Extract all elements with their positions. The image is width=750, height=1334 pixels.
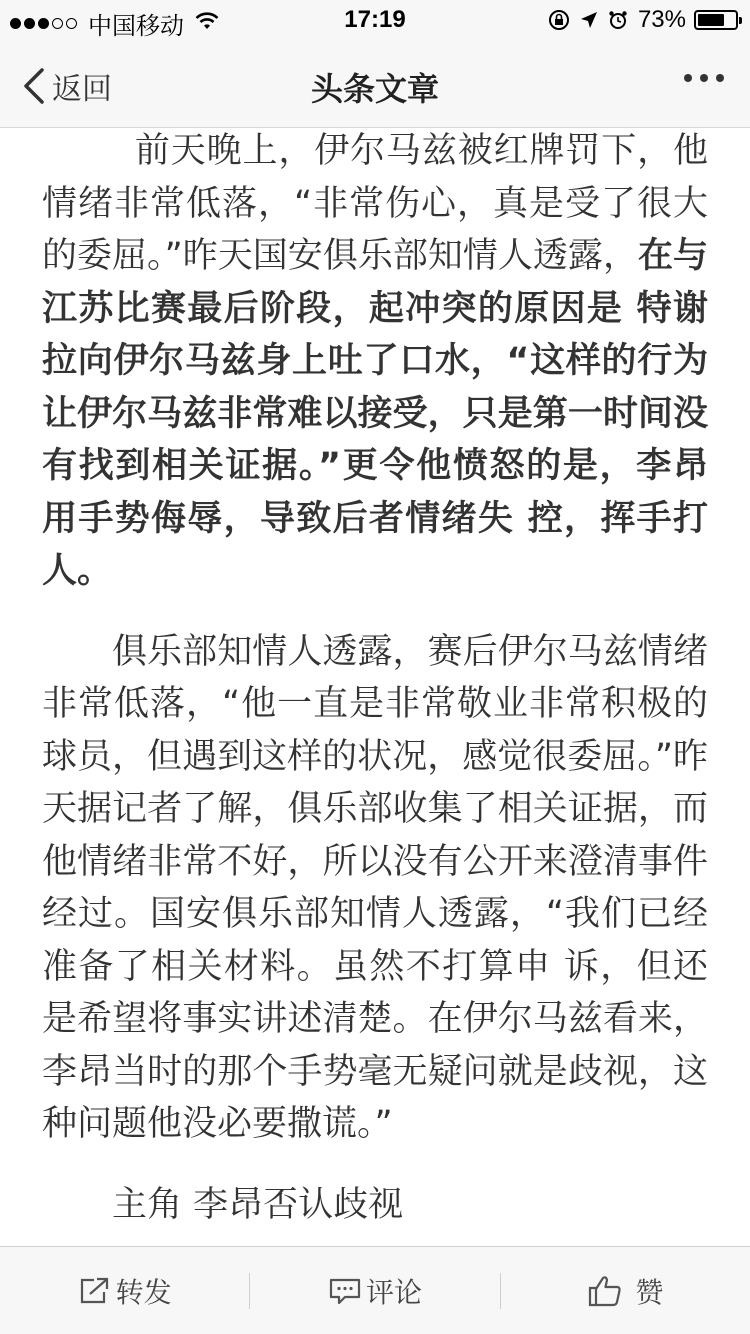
more-dot-icon bbox=[700, 74, 708, 82]
page-title: 头条文章 bbox=[310, 70, 439, 108]
battery-icon bbox=[694, 10, 738, 30]
navigation-bar bbox=[0, 40, 750, 128]
thumbs-up-icon bbox=[587, 1274, 623, 1308]
alarm-clock-icon bbox=[608, 10, 628, 30]
battery-level-fill bbox=[698, 14, 724, 26]
comment-label: 评论 bbox=[365, 1275, 422, 1309]
back-label: 返回 bbox=[52, 72, 112, 107]
comment-button[interactable] bbox=[250, 1247, 499, 1334]
share-icon bbox=[78, 1276, 112, 1306]
article-paragraph bbox=[42, 626, 708, 1151]
article-content bbox=[0, 128, 750, 1246]
carrier-name: 中国移动 bbox=[88, 13, 184, 40]
like-button[interactable] bbox=[501, 1247, 750, 1334]
more-dot-icon bbox=[716, 74, 724, 82]
comment-icon bbox=[328, 1276, 362, 1306]
share-button[interactable] bbox=[0, 1247, 249, 1334]
article-paragraph bbox=[42, 128, 708, 598]
status-bar bbox=[0, 0, 750, 40]
paragraph-text: 前天晚上，伊尔马兹被红牌罚下，他情绪非常低落，“非常伤心，真是受了很大的委屈。”昨天国安俱乐部知情人透露， bbox=[42, 131, 708, 276]
paragraph-text: 俱乐部知情人透露，赛后伊尔马兹情绪非常低落，“他一直是非常敬业非常积极的球员，但遇到这样的状况，感觉很委屈。”昨 天据记者了解，俱乐部收集了相关证据，而他情绪非常不好，所以没有公开来澄清事件经过。国安俱乐部知情人透露，“我们已经准备了相关材料。虽然不打算申 诉，但还是希望将事实讲述清楚。在伊尔马兹看来，李昂当时的那个手势毫无疑问就是歧视，这种问题他没必要撒谎。” bbox=[42, 631, 708, 1144]
status-right bbox=[538, 6, 738, 34]
paragraph-bold-text: 在与江苏比赛最后阶段，起冲突的原因是 特谢拉向伊尔马兹身上吐了口水，“这样的行为让伊尔马兹非常难以接受，只是第一时间没有找到相关证据。”更令他愤怒的是，李昂用手势侮辱，导致后者情绪失 控，挥手打人。 bbox=[42, 236, 708, 591]
location-arrow-icon bbox=[580, 11, 598, 29]
status-time: 17:19 bbox=[344, 6, 406, 33]
article-subheading: 主角 李昂否认歧视 bbox=[112, 1184, 404, 1225]
battery-percent: 73% bbox=[637, 6, 686, 33]
more-dot-icon bbox=[684, 74, 692, 82]
orientation-lock-icon bbox=[548, 9, 570, 31]
more-options-button[interactable] bbox=[676, 74, 724, 82]
share-label: 转发 bbox=[115, 1275, 172, 1309]
like-label: 赞 bbox=[635, 1275, 664, 1309]
bottom-toolbar bbox=[0, 1246, 750, 1334]
